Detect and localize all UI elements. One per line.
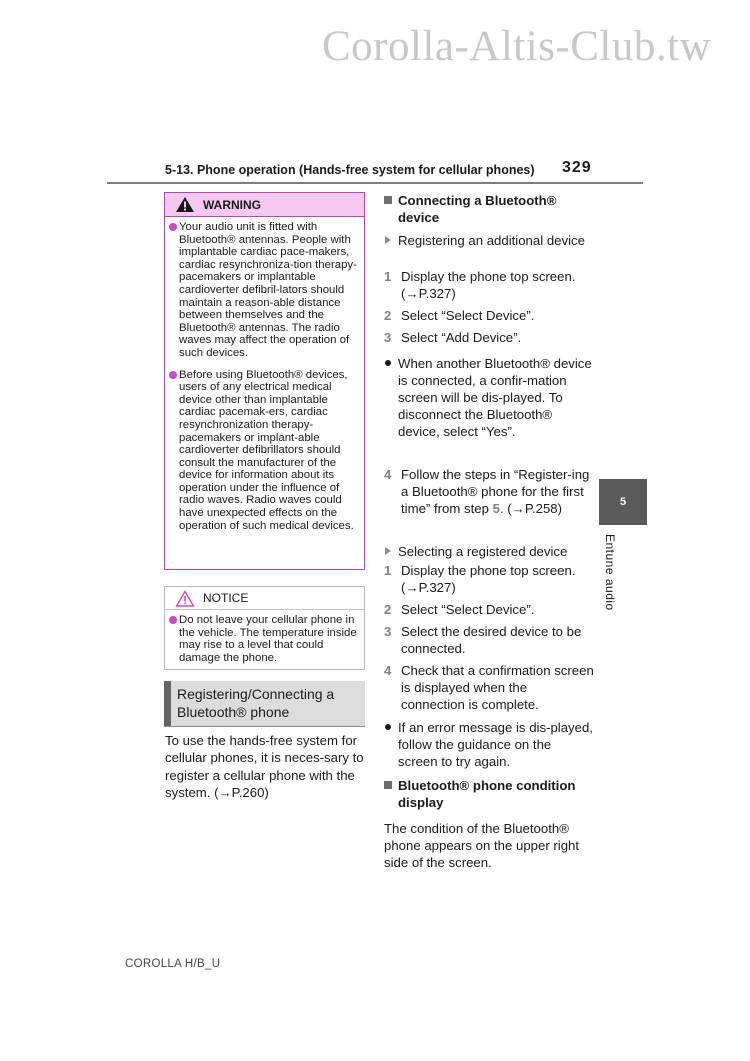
notice-text: Do not leave your cellular phone in the vehicle. The temperature inside may rise to a level that could damage the phone. [179,614,357,664]
heading-condition-text: Bluetooth® phone condition display [398,778,576,810]
notice-item [171,614,358,664]
notice-box [164,586,365,670]
step-number: 2 [384,602,392,617]
step [384,623,594,657]
step [384,601,594,618]
caution-triangle-icon [175,590,195,607]
step-text-a: Follow the steps in “Register-ing a Bluetooth® phone for the first time” from step [401,467,590,516]
notice-header [165,587,364,610]
warning-header [165,193,364,217]
warning-box [164,192,365,570]
bullet-note-text: When another Bluetooth® device is connected, a confir-mation screen will be dis-played. To disconnect the Bluetooth® device, select “Yes”. [398,356,592,439]
step-number: 1 [384,269,392,284]
triangle-bullet-icon [385,547,391,555]
section-title: 5-13. Phone operation (Hands-free system for cellular phones) [165,163,535,177]
step-text [384,466,594,517]
round-bullet-icon [385,724,391,730]
bullet-note [384,719,594,770]
watermark: Corolla-Altis-Club.tw [322,23,712,70]
step [384,662,594,713]
heading-condition [384,777,594,811]
step [384,329,594,346]
step-reference: 5 [492,501,500,516]
notice-label: NOTICE [203,591,249,605]
chapter-tab: 5 [599,479,647,525]
step-text: Display the phone top screen. (→P.327) [401,269,576,301]
header-rule [107,182,643,184]
step-text: Select “Add Device”. [401,330,522,345]
step [384,466,594,517]
bullet-icon [169,371,177,379]
page-number: 329 [562,159,592,176]
bullet-icon [169,616,177,624]
step-text-b: . (→P.258) [499,501,563,516]
step-text: Display the phone top screen. (→P.327) [401,563,576,595]
warning-text: Before using Bluetooth® devices, users of any electrical medical device other than implantable cardiac pacemak-ers, cardiac resynchronization therapy-pacemakers or implant-able cardioverter defibrillators should consult the manufacturer of the device for information about its operation under the influence of radio waves. Radio waves could have unexpected effects on the operation of such medical devices. [179,368,354,532]
section-heading-rule [164,726,365,727]
heading-connecting-text: Connecting a Bluetooth® device [398,193,557,225]
heading-connecting [384,192,594,226]
step-text: Check that a confirmation screen is displayed when the connection is complete. [401,663,594,712]
square-bullet-icon [384,196,392,204]
warning-label: WARNING [203,197,261,212]
sub-registering-text: Registering an additional device [398,233,585,248]
step [384,562,594,596]
footer-model: COROLLA H/B_U [125,958,221,970]
warning-text: Your audio unit is fitted with Bluetooth® antennas. People with implantable cardiac pace-makers, cardiac resynchroniza-tion therapy-pacemakers or implantable cardioverter defibril-lators should maintain a reason-able distance between themselves and the Bluetooth® antennas. The radio waves may affect the operation of such devices. [179,221,357,359]
warning-item [171,369,358,533]
round-bullet-icon [385,360,391,366]
bullet-note [384,355,594,440]
section-heading: Registering/Connecting a Bluetooth® phone [164,681,365,726]
chapter-tab-label: Entune audio [603,534,617,611]
step-number: 2 [384,308,392,323]
step-text: Select “Select Device”. [401,308,535,323]
step-number: 4 [384,467,392,482]
sub-registering-additional [384,232,594,249]
step-number: 3 [384,624,392,639]
warning-item [171,221,358,360]
triangle-bullet-icon [385,236,391,244]
step-number: 4 [384,663,392,678]
step [384,307,594,324]
step-text: Select the desired device to be connected. [401,624,582,656]
square-bullet-icon [384,781,392,789]
bullet-icon [169,223,177,231]
bullet-note-text: If an error message is dis-played, follow the guidance on the screen to try again. [398,720,593,769]
step-number: 3 [384,330,392,345]
sub-selecting-text: Selecting a registered device [398,544,568,559]
step [384,268,594,302]
intro-paragraph: To use the hands-free system for cellular phones, it is neces-sary to register a cellular phone with the system. (→P.260) [165,733,364,801]
sub-selecting-registered [384,543,594,560]
condition-paragraph: The condition of the Bluetooth® phone appears on the upper right side of the screen. [384,821,580,870]
step-number: 1 [384,563,392,578]
warning-triangle-icon [175,196,195,213]
step-text: Select “Select Device”. [401,602,535,617]
